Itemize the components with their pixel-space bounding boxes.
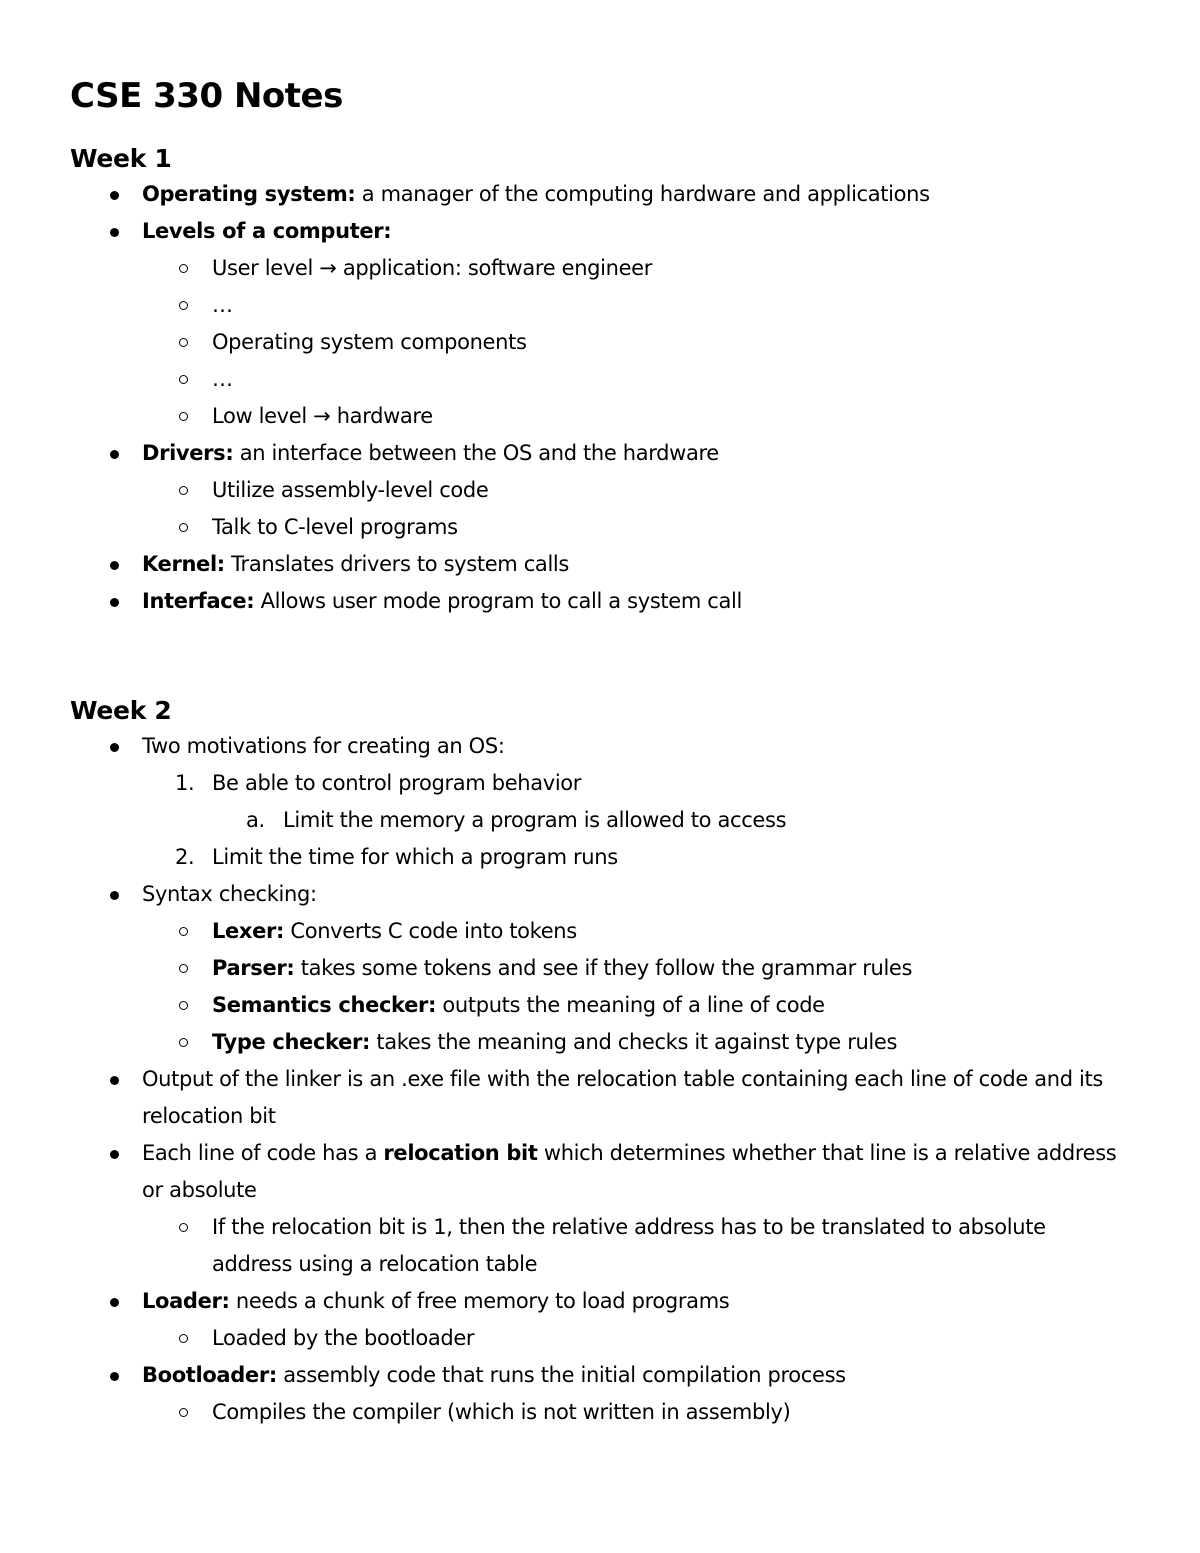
bullet-icon bbox=[110, 598, 119, 607]
list-item: Utilize assembly-level code bbox=[70, 472, 1130, 509]
document bbox=[70, 74, 1130, 1431]
hollow-bullet-icon bbox=[179, 301, 188, 310]
list-item: Parser: takes some tokens and see if they follow the grammar rules bbox=[70, 950, 1130, 987]
week-2-section bbox=[70, 694, 1130, 1431]
hollow-bullet-icon bbox=[179, 964, 188, 973]
bullet-icon bbox=[110, 1298, 119, 1307]
list-item: Loader: needs a chunk of free memory to load programs bbox=[70, 1283, 1130, 1320]
list-item: Lexer: Converts C code into tokens bbox=[70, 913, 1130, 950]
list-letter: a. bbox=[246, 808, 265, 832]
list-item: Kernel: Translates drivers to system calls bbox=[70, 546, 1130, 583]
hollow-bullet-icon bbox=[179, 486, 188, 495]
hollow-bullet-icon bbox=[179, 927, 188, 936]
list-item: … bbox=[70, 361, 1130, 398]
list-item: If the relocation bit is 1, then the relative address has to be translated to absolute address using a relocation table bbox=[70, 1209, 1130, 1283]
list-item: a. Limit the memory a program is allowed to access bbox=[70, 802, 1130, 839]
bullet-icon bbox=[110, 191, 119, 200]
bullet-icon bbox=[110, 450, 119, 459]
list-item: Output of the linker is an .exe file with the relocation table containing each line of code and its relocation bit bbox=[70, 1061, 1130, 1135]
list-item: Operating system: a manager of the computing hardware and applications bbox=[70, 176, 1130, 213]
list-item: Loaded by the bootloader bbox=[70, 1320, 1130, 1357]
week-2-heading: Week 2 bbox=[70, 696, 172, 725]
hollow-bullet-icon bbox=[179, 412, 188, 421]
list-item: Type checker: takes the meaning and checks it against type rules bbox=[70, 1024, 1130, 1061]
week-1-heading: Week 1 bbox=[70, 144, 172, 173]
list-item: Low level → hardware bbox=[70, 398, 1130, 435]
hollow-bullet-icon bbox=[179, 1038, 188, 1047]
list-item: Operating system components bbox=[70, 324, 1130, 361]
bullet-icon bbox=[110, 1372, 119, 1381]
hollow-bullet-icon bbox=[179, 375, 188, 384]
week-2-list bbox=[70, 728, 1130, 1431]
week-1-list bbox=[70, 176, 1130, 620]
hollow-bullet-icon bbox=[179, 523, 188, 532]
list-number: 1. bbox=[175, 771, 195, 795]
list-item: User level → application: software engineer bbox=[70, 250, 1130, 287]
list-item: 2. Limit the time for which a program runs bbox=[70, 839, 1130, 876]
bullet-icon bbox=[110, 1150, 119, 1159]
list-item: Drivers: an interface between the OS and the hardware bbox=[70, 435, 1130, 472]
list-item: Bootloader: assembly code that runs the initial compilation process bbox=[70, 1357, 1130, 1394]
list-item: Compiles the compiler (which is not written in assembly) bbox=[70, 1394, 1130, 1431]
document-title: CSE 330 Notes bbox=[70, 76, 343, 116]
list-item: Interface: Allows user mode program to call a system call bbox=[70, 583, 1130, 620]
hollow-bullet-icon bbox=[179, 264, 188, 273]
list-item: Semantics checker: outputs the meaning of a line of code bbox=[70, 987, 1130, 1024]
hollow-bullet-icon bbox=[179, 1001, 188, 1010]
list-item: Talk to C-level programs bbox=[70, 509, 1130, 546]
hollow-bullet-icon bbox=[179, 1223, 188, 1232]
list-item: … bbox=[70, 287, 1130, 324]
list-item: Syntax checking: bbox=[70, 876, 1130, 913]
hollow-bullet-icon bbox=[179, 1334, 188, 1343]
list-number: 2. bbox=[175, 845, 195, 869]
bullet-icon bbox=[110, 743, 119, 752]
week-1-section bbox=[70, 142, 1130, 620]
list-item: Levels of a computer: bbox=[70, 213, 1130, 250]
list-item: Two motivations for creating an OS: bbox=[70, 728, 1130, 765]
bullet-icon bbox=[110, 891, 119, 900]
hollow-bullet-icon bbox=[179, 338, 188, 347]
bullet-icon bbox=[110, 228, 119, 237]
bullet-icon bbox=[110, 1076, 119, 1085]
hollow-bullet-icon bbox=[179, 1408, 188, 1417]
bullet-icon bbox=[110, 561, 119, 570]
list-item: 1. Be able to control program behavior bbox=[70, 765, 1130, 802]
list-item: Each line of code has a relocation bit which determines whether that line is a relative address or absolute bbox=[70, 1135, 1130, 1209]
